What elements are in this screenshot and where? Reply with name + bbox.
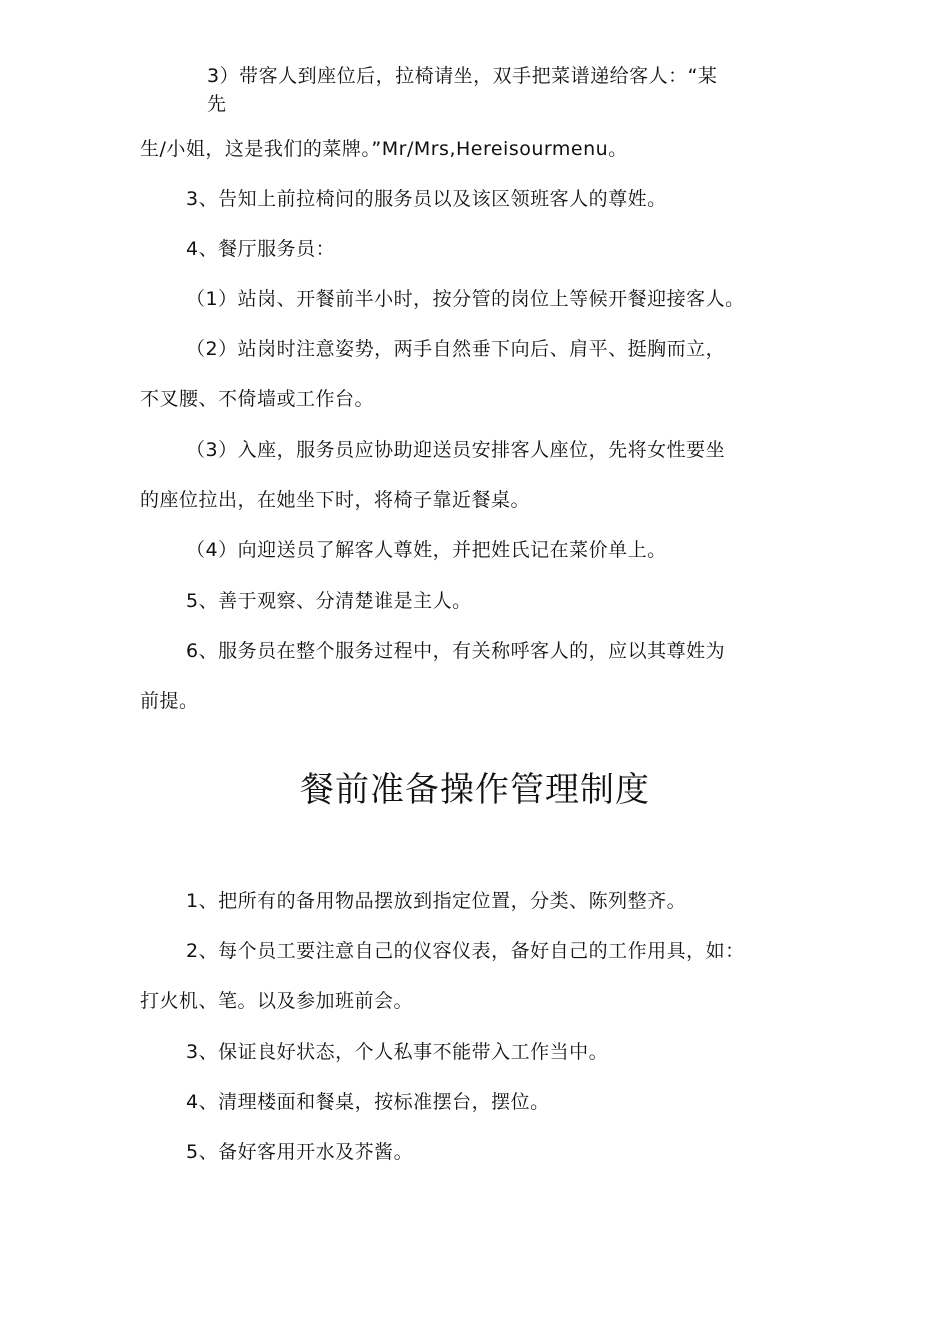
paragraph-line: 前提。: [140, 690, 199, 712]
paragraph-line: （4）向迎送员了解客人尊姓，并把姓氏记在菜价单上。: [186, 539, 667, 561]
paragraph-line: （3）入座，服务员应协助迎送员安排客人座位，先将女性要坐: [186, 439, 726, 461]
paragraph-line: 5、备好客用开水及芥酱。: [186, 1141, 414, 1163]
paragraph-line: 1、把所有的备用物品摆放到指定位置，分类、陈列整齐。: [186, 890, 687, 912]
paragraph-line: 2、每个员工要注意自己的仪容仪表，备好自己的工作用具，如：: [186, 940, 745, 962]
paragraph-line: 5、善于观察、分清楚谁是主人。: [186, 590, 472, 612]
paragraph-line: 打火机、笔。以及参加班前会。: [140, 990, 414, 1012]
paragraph-line: 3）带客人到座位后，拉椅请坐，双手把菜谱递给客人：“某: [207, 65, 718, 87]
paragraph-line: 先: [207, 93, 227, 115]
paragraph-line: 生/小姐，这是我们的菜牌。”Mr/Mrs,Hereisourmenu。: [140, 138, 628, 160]
paragraph-line: 6、服务员在整个服务过程中，有关称呼客人的，应以其尊姓为: [186, 640, 726, 662]
paragraph-line: （2）站岗时注意姿势，两手自然垂下向后、肩平、挺胸而立，: [186, 338, 726, 360]
paragraph-line: 4、餐厅服务员：: [186, 238, 336, 260]
paragraph-line: （1）站岗、开餐前半小时，按分管的岗位上等候开餐迎接客人。: [186, 288, 745, 310]
paragraph-line: 的座位拉出，在她坐下时，将椅子靠近餐桌。: [140, 489, 531, 511]
paragraph-line: 不叉腰、不倚墙或工作台。: [140, 388, 375, 410]
paragraph-line: 3、告知上前拉椅问的服务员以及该区领班客人的尊姓。: [186, 188, 667, 210]
section-title: 餐前准备操作管理制度: [300, 770, 650, 810]
paragraph-line: 4、清理楼面和餐桌，按标准摆台，摆位。: [186, 1091, 550, 1113]
paragraph-line: 3、保证良好状态，个人私事不能带入工作当中。: [186, 1041, 609, 1063]
